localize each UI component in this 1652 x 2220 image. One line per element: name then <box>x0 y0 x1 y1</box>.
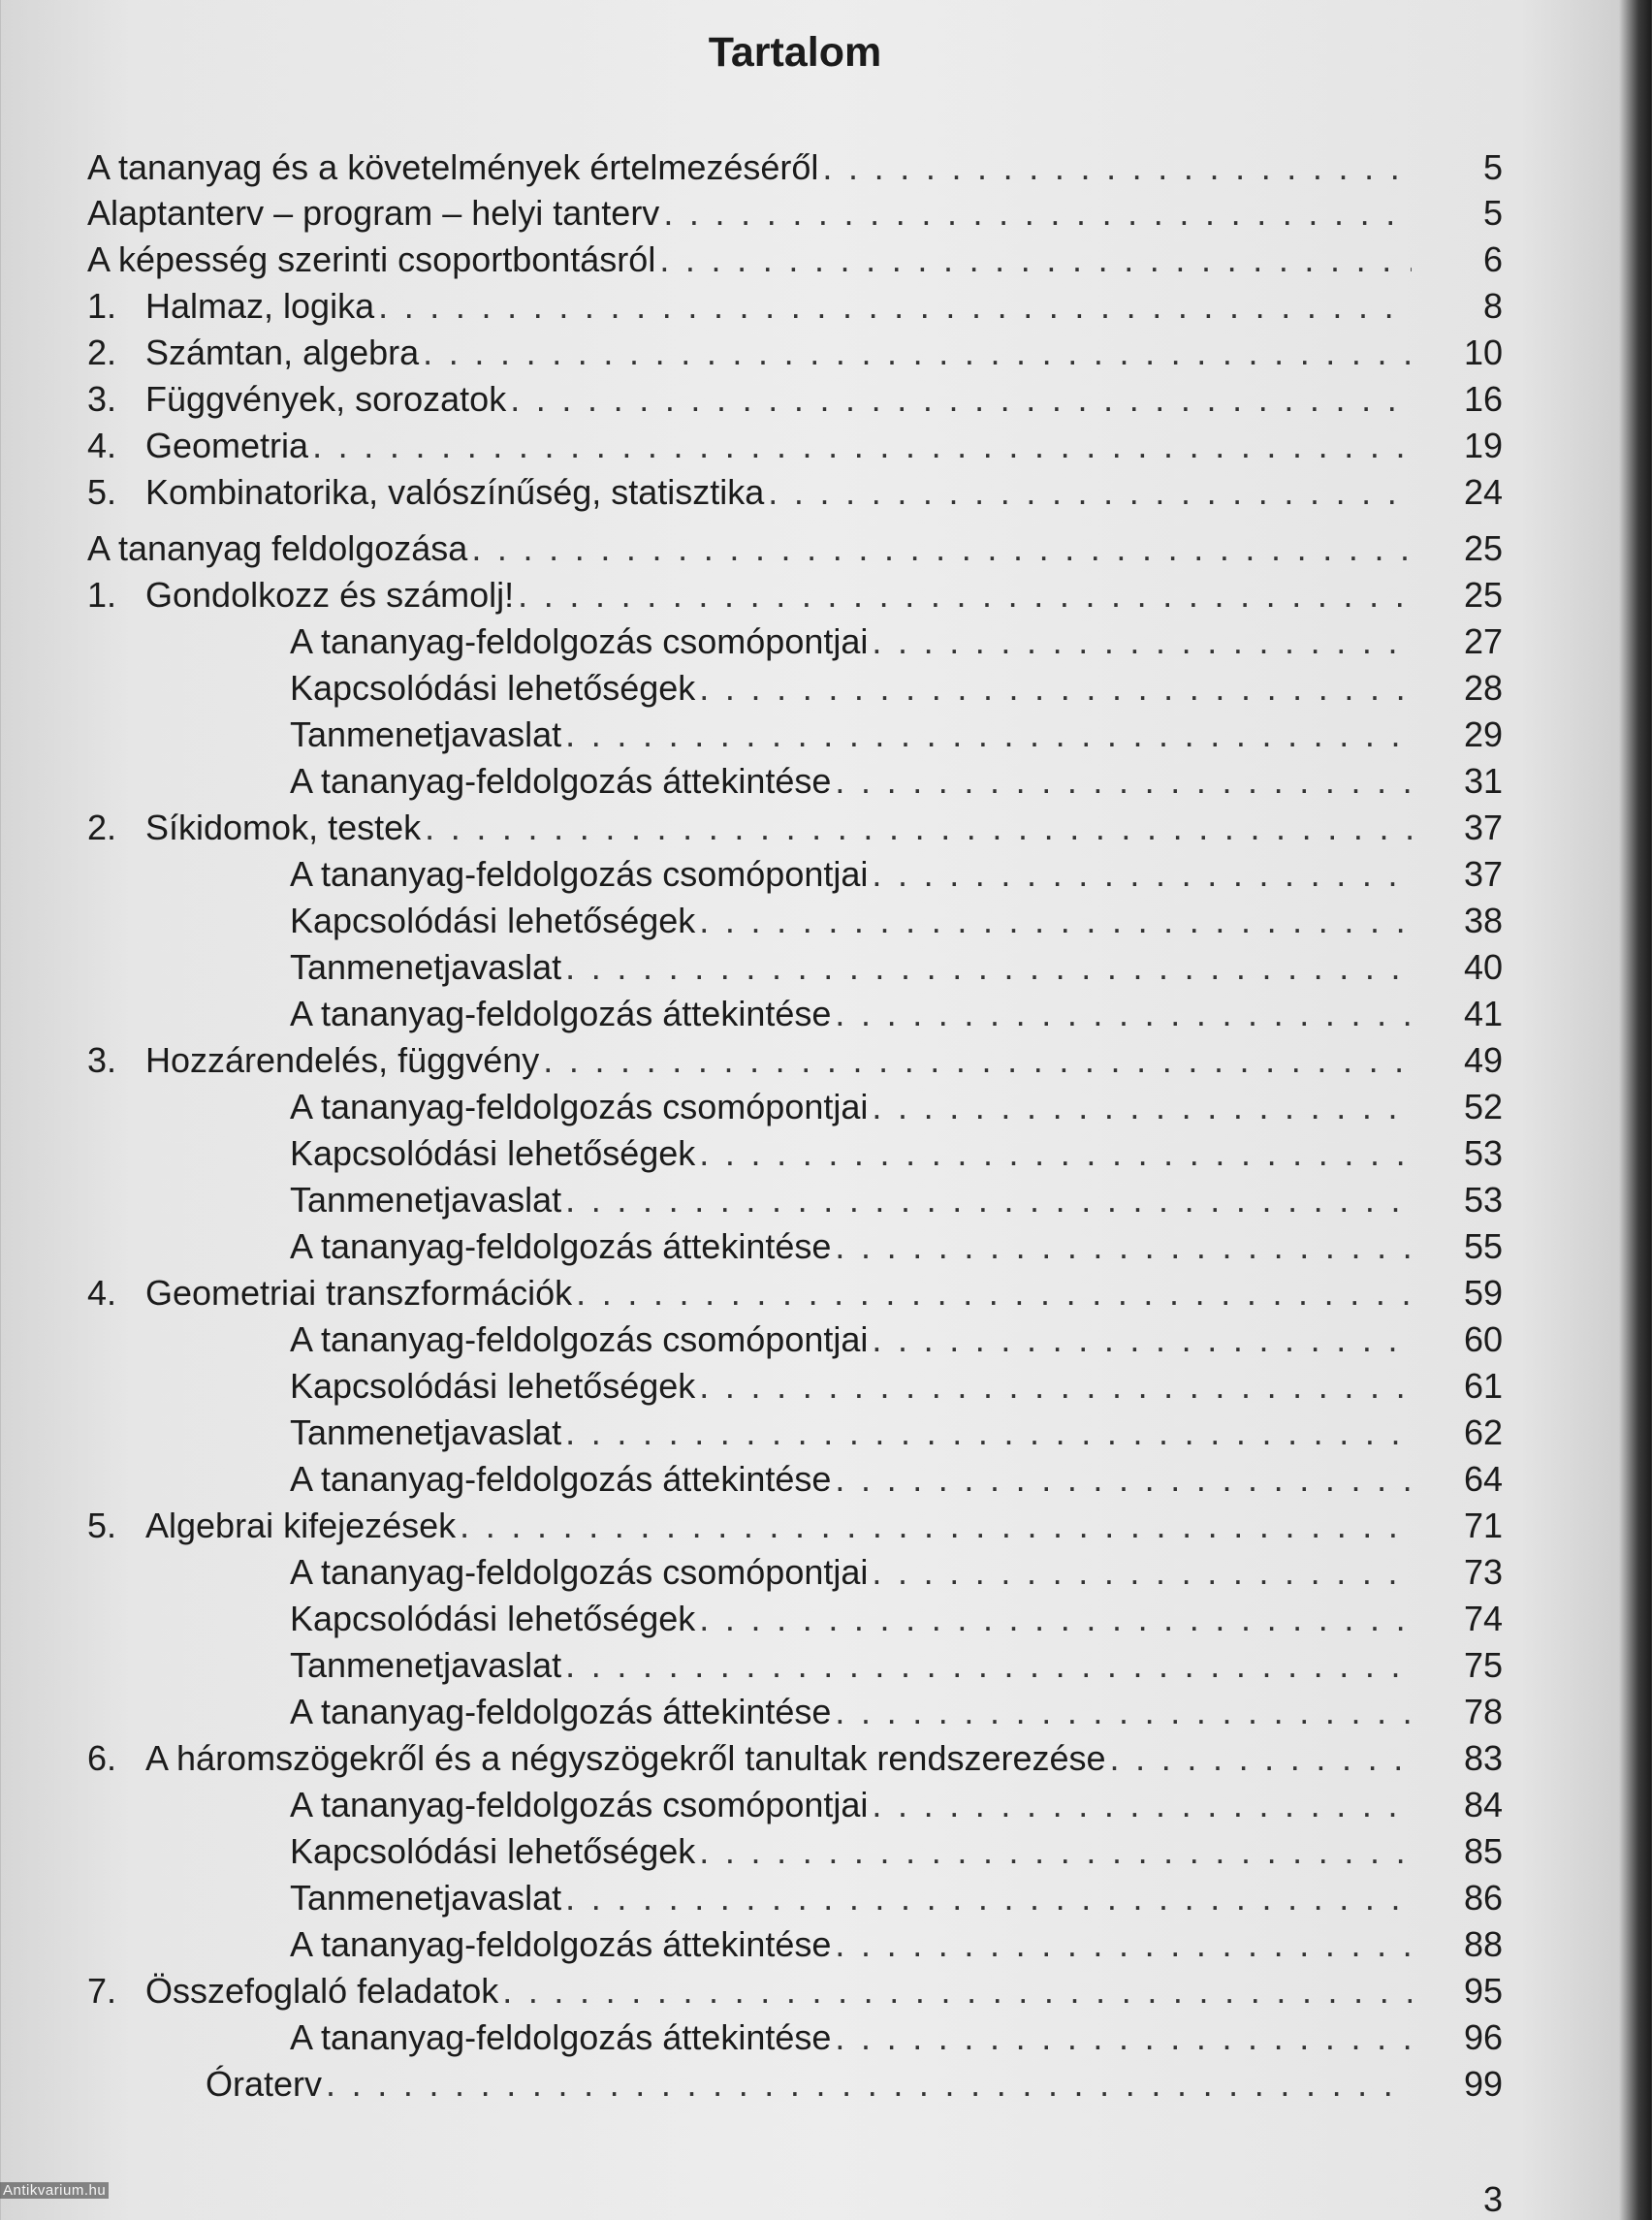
toc-entry <box>290 1366 1415 1412</box>
dot-leader <box>835 2017 1412 2058</box>
toc-entry-title: Síkidomok, testek <box>145 808 422 847</box>
toc-entry-page: 73 <box>1463 1552 1503 1592</box>
toc-entry <box>290 1924 1415 1971</box>
toc-entry <box>290 854 1415 901</box>
toc-entry <box>87 472 1415 519</box>
dot-leader <box>518 575 1412 616</box>
toc-entry <box>87 1506 1415 1552</box>
toc-entry-page: 19 <box>1463 426 1503 465</box>
dot-leader <box>423 333 1412 373</box>
toc-entry-title: A tananyag-feldolgozás csomópontjai <box>290 854 869 894</box>
toc-entry-title: Hozzárendelés, függvény <box>145 1040 540 1080</box>
dot-leader <box>543 1040 1412 1081</box>
toc-entry-page: 84 <box>1463 1785 1503 1824</box>
toc-entry-title: Tanmenetjavaslat <box>290 1878 562 1918</box>
dot-leader <box>510 379 1412 420</box>
page-number: 3 <box>1483 2179 1504 2219</box>
toc-entry-page: 8 <box>1482 286 1503 326</box>
page-title: Tartalom <box>708 29 882 76</box>
dot-leader <box>565 1645 1412 1686</box>
toc-entry-page: 41 <box>1463 994 1503 1033</box>
toc-entry-title: A tananyag-feldolgozás csomópontjai <box>290 1319 869 1359</box>
dot-leader <box>699 1599 1412 1639</box>
toc-entry-title: Kapcsolódási lehetőségek <box>290 668 696 708</box>
toc-entry-title: Kapcsolódási lehetőségek <box>290 901 696 940</box>
toc-entry-title: Halmaz, logika <box>145 286 375 326</box>
toc-entry-title: Kapcsolódási lehetőségek <box>290 1133 696 1173</box>
dot-leader <box>659 239 1412 280</box>
dot-leader <box>565 1412 1412 1453</box>
toc-entry-title: Kombinatorika, valószínűség, statisztika <box>145 472 765 512</box>
dot-leader <box>872 1087 1412 1127</box>
toc-entry <box>290 1087 1415 1133</box>
toc-entry-title: A tananyag-feldolgozás áttekintése <box>290 761 832 801</box>
toc-entry <box>290 1831 1415 1878</box>
dot-leader <box>699 1133 1412 1174</box>
toc-entry <box>290 1878 1415 1924</box>
toc-entry-page: 5 <box>1482 193 1503 233</box>
toc-entry-title: A tananyag-feldolgozás áttekintése <box>290 1924 832 1964</box>
toc-entry-page: 6 <box>1482 239 1503 279</box>
toc-entry-page: 75 <box>1463 1645 1503 1685</box>
dot-leader <box>460 1506 1412 1546</box>
dot-leader <box>565 714 1412 755</box>
toc-entry-title: Függvények, sorozatok <box>145 379 507 419</box>
dot-leader <box>822 147 1412 188</box>
toc-entry <box>87 239 1415 286</box>
dot-leader <box>565 1180 1412 1221</box>
toc-entry-title: A képesség szerinti csoportbontásról <box>87 239 656 279</box>
dot-leader <box>565 947 1412 988</box>
toc-entry <box>87 528 1415 575</box>
toc-entry-page: 96 <box>1463 2017 1503 2057</box>
toc-entry <box>290 901 1415 947</box>
toc-entry-number: 2. <box>87 808 117 847</box>
toc-entry <box>290 1785 1415 1831</box>
toc-entry-page: 88 <box>1463 1924 1503 1964</box>
dot-leader <box>663 193 1412 234</box>
dot-leader <box>378 286 1412 327</box>
toc-entry-title: A tananyag-feldolgozás csomópontjai <box>290 1087 869 1126</box>
dot-leader <box>835 1226 1412 1267</box>
toc-entry <box>290 668 1415 714</box>
dot-leader <box>326 2064 1412 2105</box>
dot-leader <box>835 1692 1412 1732</box>
toc-entry <box>290 761 1415 808</box>
toc-entry <box>290 994 1415 1040</box>
toc-entry <box>290 2017 1415 2064</box>
toc-entry-title: Tanmenetjavaslat <box>290 947 562 987</box>
toc-entry <box>290 621 1415 668</box>
dot-leader <box>835 1459 1412 1500</box>
toc-entry-page: 40 <box>1463 947 1503 987</box>
toc-entry-page: 25 <box>1463 575 1503 615</box>
toc-entry-number: 4. <box>87 1273 117 1313</box>
toc-entry-page: 95 <box>1463 1971 1503 2011</box>
toc-entry-page: 38 <box>1463 901 1503 940</box>
toc-entry <box>87 1738 1415 1785</box>
toc-entry-title: A tananyag-feldolgozás áttekintése <box>290 1692 832 1731</box>
toc-entry-number: 3. <box>87 379 117 419</box>
dot-leader <box>502 1971 1412 2012</box>
toc-entry-number: 1. <box>87 286 117 326</box>
dot-leader <box>576 1273 1412 1314</box>
toc-entry <box>290 1180 1415 1226</box>
toc-entry-title: Gondolkozz és számolj! <box>145 575 515 615</box>
toc-entry-page: 52 <box>1463 1087 1503 1126</box>
toc-entry-title: Algebrai kifejezések <box>145 1506 457 1545</box>
dot-leader <box>872 621 1412 662</box>
toc-entry-title: Geometriai transzformációk <box>145 1273 573 1313</box>
toc-entry-title: Tanmenetjavaslat <box>290 1180 562 1220</box>
toc-entry <box>290 1459 1415 1506</box>
toc-entry-number: 5. <box>87 472 117 512</box>
dot-leader <box>565 1878 1412 1919</box>
toc-entry-title: A tananyag feldolgozása <box>87 528 468 568</box>
toc-entry-page: 86 <box>1463 1878 1503 1918</box>
toc-entry <box>87 286 1415 333</box>
toc-entry-page: 27 <box>1463 621 1503 661</box>
toc-entry <box>290 1599 1415 1645</box>
toc-entry-page: 64 <box>1463 1459 1503 1499</box>
toc-entry-title: Számtan, algebra <box>145 333 420 372</box>
toc-entry <box>87 333 1415 379</box>
toc-entry-number: 2. <box>87 333 117 372</box>
toc-entry <box>290 947 1415 994</box>
dot-leader <box>835 994 1412 1034</box>
toc-entry <box>290 1319 1415 1366</box>
toc-entry-page: 5 <box>1482 147 1503 187</box>
dot-leader <box>1110 1738 1412 1779</box>
toc-entry-title: A tananyag-feldolgozás csomópontjai <box>290 1785 869 1824</box>
toc-entry-title: Összefoglaló feladatok <box>145 1971 499 2011</box>
toc-entry-title: A tananyag-feldolgozás áttekintése <box>290 1226 832 1266</box>
toc-entry-page: 59 <box>1463 1273 1503 1313</box>
toc-entry-page: 37 <box>1463 854 1503 894</box>
toc-entry <box>87 2064 1415 2110</box>
toc-entry-number: 1. <box>87 575 117 615</box>
toc-entry-title: Kapcsolódási lehetőségek <box>290 1599 696 1638</box>
toc-entry <box>87 808 1415 854</box>
dot-leader <box>699 901 1412 941</box>
toc-entry-page: 31 <box>1463 761 1503 801</box>
toc-entry-page: 37 <box>1463 808 1503 847</box>
toc-entry-page: 29 <box>1463 714 1503 754</box>
toc-entry-page: 24 <box>1463 472 1503 512</box>
toc-entry-number: 6. <box>87 1738 117 1778</box>
toc-entry-title: Tanmenetjavaslat <box>290 1645 562 1685</box>
toc-entry-title: A tananyag-feldolgozás áttekintése <box>290 994 832 1033</box>
dot-leader <box>872 1319 1412 1360</box>
toc-entry <box>87 193 1415 239</box>
toc-entry-title: Tanmenetjavaslat <box>290 1412 562 1452</box>
toc-entry <box>87 379 1415 426</box>
toc-entry-number: 3. <box>87 1040 117 1080</box>
toc-entry-page: 62 <box>1463 1412 1503 1452</box>
toc-entry-page: 74 <box>1463 1599 1503 1638</box>
toc-entry-page: 78 <box>1463 1692 1503 1731</box>
toc-entry-title: Kapcsolódási lehetőségek <box>290 1831 696 1871</box>
toc-entry-title: A tananyag-feldolgozás csomópontjai <box>290 1552 869 1592</box>
toc-entry-title: A háromszögekről és a négyszögekről tanultak rendszerezése <box>145 1738 1106 1778</box>
watermark: Antikvarium.hu <box>0 2182 109 2199</box>
toc-entry-page: 28 <box>1463 668 1503 708</box>
toc-entry-page: 61 <box>1463 1366 1503 1406</box>
toc-entry-page: 10 <box>1463 333 1503 372</box>
toc-entry-page: 85 <box>1463 1831 1503 1871</box>
toc-entry-title: A tananyag-feldolgozás csomópontjai <box>290 621 869 661</box>
toc-entry <box>87 1273 1415 1319</box>
dot-leader <box>768 472 1412 513</box>
toc-entry-number: 7. <box>87 1971 117 2011</box>
toc-entry <box>87 1971 1415 2017</box>
toc-entry <box>290 1645 1415 1692</box>
toc-entry-title: Tanmenetjavaslat <box>290 714 562 754</box>
toc-entry-page: 71 <box>1463 1506 1503 1545</box>
toc-entry-title: Óraterv <box>206 2064 323 2104</box>
toc-entry <box>290 1552 1415 1599</box>
toc-entry-page: 55 <box>1463 1226 1503 1266</box>
dot-leader <box>699 668 1412 709</box>
dot-leader <box>471 528 1412 569</box>
toc-entry-title: Geometria <box>145 426 309 465</box>
toc-entry <box>290 714 1415 761</box>
toc-entry-page: 16 <box>1463 379 1503 419</box>
toc-entry-page: 83 <box>1463 1738 1503 1778</box>
toc-entry <box>290 1412 1415 1459</box>
dot-leader <box>872 1552 1412 1593</box>
toc-entry-page: 49 <box>1463 1040 1503 1080</box>
toc-entry-page: 99 <box>1463 2064 1503 2104</box>
dot-leader <box>312 426 1412 466</box>
toc-entry-page: 53 <box>1463 1133 1503 1173</box>
toc-entry <box>290 1226 1415 1273</box>
toc-entry-title: A tananyag-feldolgozás áttekintése <box>290 2017 832 2057</box>
toc-entry <box>87 147 1415 194</box>
toc-entry-page: 25 <box>1463 528 1503 568</box>
toc-entry-number: 5. <box>87 1506 117 1545</box>
toc-entry <box>87 1040 1415 1087</box>
toc-entry-title: A tananyag és a követelmények értelmezéséről <box>87 147 819 187</box>
dot-leader <box>872 1785 1412 1825</box>
dot-leader <box>425 808 1412 848</box>
toc-entry-page: 53 <box>1463 1180 1503 1220</box>
dot-leader <box>835 761 1412 802</box>
toc-entry-title: Kapcsolódási lehetőségek <box>290 1366 696 1406</box>
dot-leader <box>699 1366 1412 1407</box>
toc-entry <box>87 575 1415 621</box>
dot-leader <box>699 1831 1412 1872</box>
toc-entry-title: Alaptanterv – program – helyi tanterv <box>87 193 660 233</box>
toc-entry-page: 60 <box>1463 1319 1503 1359</box>
toc-entry-number: 4. <box>87 426 117 465</box>
toc-entry <box>87 426 1415 472</box>
toc-entry <box>290 1133 1415 1180</box>
toc-entry-title: A tananyag-feldolgozás áttekintése <box>290 1459 832 1499</box>
toc-entry <box>290 1692 1415 1738</box>
dot-leader <box>835 1924 1412 1965</box>
dot-leader <box>872 854 1412 895</box>
